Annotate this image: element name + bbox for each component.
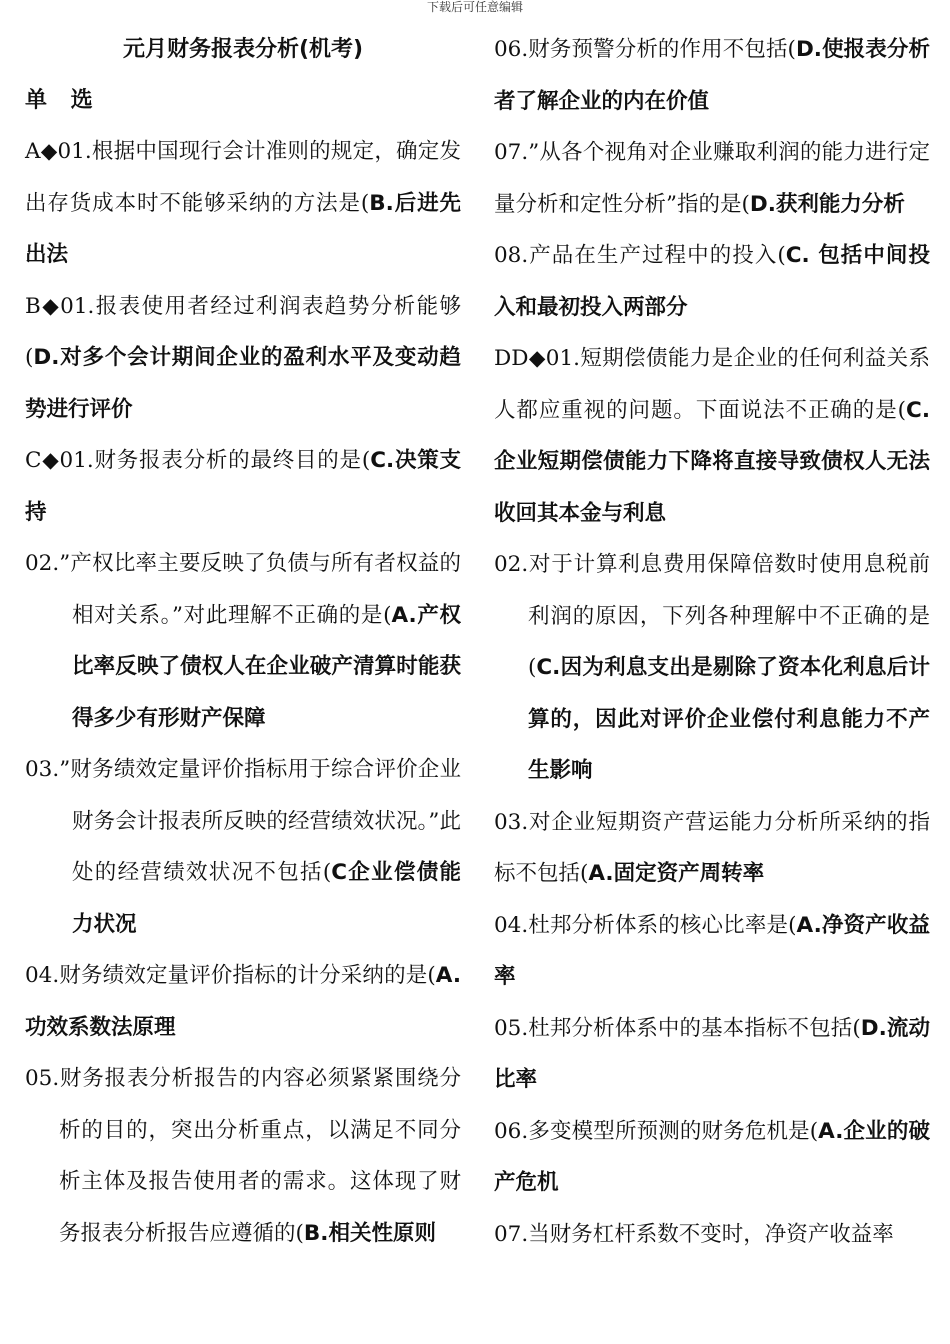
question-item (25, 126, 461, 281)
answer-text: C.决策支持 (25, 448, 461, 525)
answer-text: D.对多个会计期间企业的盈利水平及变动趋势进行评价 (25, 345, 461, 422)
answer-text: D.使报表分析者了解企业的内在价值 (494, 37, 930, 114)
question-text: 06.财务预警分析的作用不包括( (494, 37, 796, 62)
question-item (494, 333, 930, 539)
question-text: 04.杜邦分析体系的核心比率是( (494, 912, 797, 938)
question-item (494, 1106, 930, 1209)
answer-text: A.企业的破产危机 (494, 1118, 930, 1195)
answer-text: D.获利能力分析 (749, 191, 905, 217)
answer-text: A.功效系数法原理 (25, 963, 461, 1040)
question-item (494, 900, 930, 1003)
answer-text: A.产权比率反映了债权人在企业破产清算时能获得多少有形财产保障 (72, 602, 461, 731)
question-text: 07.当财务杠杆系数不变时，净资产收益率 (494, 1221, 894, 1247)
question-text: C◆01.财务报表分析的最终目的是( (25, 448, 371, 473)
question-item (494, 127, 930, 230)
question-text: B◆01.报表使用者经过利润表趋势分析能够( (25, 293, 461, 370)
question-item (25, 281, 461, 436)
answer-text: A.固定资产周转率 (588, 861, 765, 886)
question-item (25, 950, 461, 1053)
question-item (25, 538, 461, 744)
question-text: 04.财务绩效定量评价指标的计分采纳的是( (25, 963, 436, 988)
question-item (25, 744, 461, 950)
question-text: A◆01.根据中国现行会计准则的规定，确定发出存货成本时不能够采纳的方法是( (25, 139, 461, 216)
question-item (494, 797, 930, 900)
question-item (494, 24, 930, 127)
question-text: 02.”产权比率主要反映了负债与所有者权益的相对关系。”对此理解不正确的是( (25, 551, 461, 628)
question-item (494, 1209, 930, 1261)
answer-text: A.净资产收益率 (494, 912, 930, 989)
question-item (494, 1003, 930, 1106)
answer-text: D.流动比率 (494, 1015, 930, 1092)
answer-text: C.企业短期偿债能力下降将直接导致债权人无法收回其本金与利息 (494, 397, 930, 526)
question-text: 02.对于计算利息费用保障倍数时使用息税前利润的原因，下列各种理解中不正确的是( (494, 552, 930, 680)
answer-text: B.相关性原则 (303, 1220, 436, 1246)
question-text: 05.财务报表分析报告的内容必须紧紧围绕分析的目的，突出分析重点，以满足不同分析主体及报告使用者的需求。这体现了财务报表分析报告应遵循的( (25, 1066, 461, 1246)
question-item (25, 1053, 461, 1259)
question-text: 03.”财务绩效定量评价指标用于综合评价企业财务会计报表所反映的经营绩效状况。”此处的经营绩效状况不包括( (25, 757, 461, 885)
right-column (494, 24, 930, 1260)
answer-text: C企业偿债能力状况 (72, 860, 462, 937)
question-item (494, 539, 930, 797)
question-text: 05.杜邦分析体系中的基本指标不包括( (494, 1015, 861, 1041)
question-text: 06.多变模型所预测的财务危机是( (494, 1118, 819, 1144)
section-heading: 单 选 (25, 88, 101, 113)
question-item (494, 230, 930, 333)
page-title: 元月财务报表分析(机考) (122, 37, 364, 62)
answer-text: C.因为利息支出是剔除了资本化利息后计算的，因此对评价企业偿付利息能力不产生影响 (528, 655, 930, 783)
header-note: 下载后可任意编辑 (426, 0, 523, 14)
question-text: 03.对企业短期资产营运能力分析所采纳的指标不包括( (494, 809, 930, 886)
question-text: DD◆01.短期偿债能力是企业的任何利益关系人都应重视的问题。下面说法不正确的是( (494, 346, 930, 423)
left-column (25, 24, 461, 1259)
question-text: 08.产品在生产过程中的投入( (494, 243, 786, 268)
answer-text: B.后进先出法 (25, 190, 461, 267)
answer-text: C. 包括中间投入和最初投入两部分 (494, 243, 930, 320)
question-item (25, 435, 461, 538)
question-text: 07.”从各个视角对企业赚取利润的能力进行定量分析和定性分析”指的是( (494, 140, 930, 217)
